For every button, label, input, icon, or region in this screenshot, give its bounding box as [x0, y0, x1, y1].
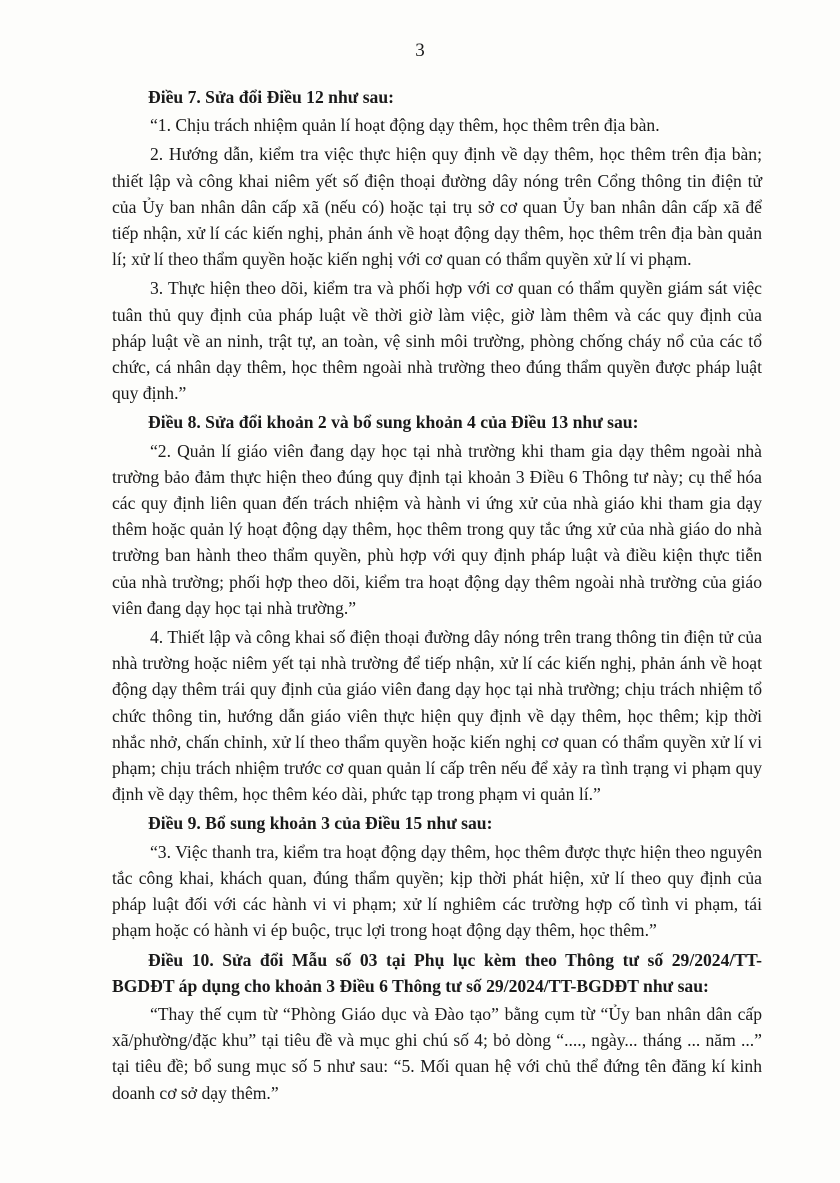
article-8-clause-2: “2. Quản lí giáo viên đang dạy học tại nhà trường khi tham gia dạy thêm ngoài nhà trường bảo đảm thực hiện theo đúng quy định tại khoản 3 Điều 6 Thông tư này; cụ thể hóa các quy định liên quan đến trách nhiệm và hành vi ứng xử của nhà giáo khi tham gia dạy thêm hoặc quản lý hoạt động dạy thêm, học thêm trong quy tắc ứng xử của nhà giáo do nhà trường ban hành theo thẩm quyền, phù hợp với quy định pháp luật và điều kiện thực tiễn của nhà trường; phối hợp theo dõi, kiểm tra hoạt động dạy thêm ngoài nhà trường của giáo viên đang dạy học tại nhà trường.” [112, 440, 762, 618]
document-body [112, 84, 762, 1109]
article-7-clause-2: 2. Hướng dẫn, kiểm tra việc thực hiện quy định về dạy thêm, học thêm trên địa bàn; thiết lập và công khai niêm yết số điện thoại đường dây nóng trên Cổng thông tin điện tử của Ủy ban nhân dân cấp xã (nếu có) hoặc tại trụ sở cơ quan Ủy ban nhân dân cấp xã để tiếp nhận, xử lí các kiến nghị, phản ánh về hoạt động dạy thêm, học thêm trên địa bàn quản lí; xử lí theo thẩm quyền hoặc kiến nghị với cơ quan có thẩm quyền xử lí vi phạm. [112, 144, 762, 270]
article-9-clause-3: “3. Việc thanh tra, kiểm tra hoạt động dạy thêm, học thêm được thực hiện theo nguyên tắc công khai, khách quan, đúng thẩm quyền; kịp thời phát hiện, xử lí theo quy định của pháp luật đối với các hành vi vi phạm; xử lí nghiêm các trường hợp cố tình vi phạm, tái phạm hoặc có hành vi ép buộc, trục lợi trong hoạt động dạy thêm, học thêm.” [112, 841, 762, 941]
page-number: 3 [415, 40, 425, 61]
article-7-heading: Điều 7. Sửa đổi Điều 12 như sau: [148, 87, 394, 107]
article-9-heading: Điều 9. Bổ sung khoản 3 của Điều 15 như sau: [148, 813, 493, 834]
article-8-clause-4: 4. Thiết lập và công khai số điện thoại đường dây nóng trên trang thông tin điện tử của nhà trường hoặc niêm yết tại nhà trường để tiếp nhận, xử lí các kiến nghị, phản ánh về hoạt động dạy thêm trái quy định của giáo viên đang dạy học tại nhà trường; chịu trách nhiệm tổ chức thông tin, hướng dẫn giáo viên thực hiện quy định về dạy thêm, học thêm; kịp thời nhắc nhở, chấn chỉnh, xử lí theo thẩm quyền hoặc kiến nghị cơ quan có thẩm quyền xử lí vi phạm; chịu trách nhiệm trước cơ quan quản lí cấp trên nếu để xảy ra tình trạng vi phạm quy định về dạy thêm, học thêm kéo dài, phức tạp trong phạm vi quản lí.” [112, 627, 762, 805]
article-10-body: “Thay thế cụm từ “Phòng Giáo dục và Đào tạo” bằng cụm từ “Ủy ban nhân dân cấp xã/phường/đặc khu” tại tiêu đề và mục ghi chú số 4; bỏ dòng “...., ngày... tháng ... năm ...” tại tiêu đề; bổ sung mục số 5 như sau: “5. Mối quan hệ với chủ thể đứng tên đăng kí kinh doanh cơ sở dạy thêm.” [112, 1003, 762, 1103]
article-7-clause-1: “1. Chịu trách nhiệm quản lí hoạt động dạy thêm, học thêm trên địa bàn. [150, 115, 660, 136]
article-10-heading: Điều 10. Sửa đổi Mẫu số 03 tại Phụ lục kèm theo Thông tư số 29/2024/TT-BGDĐT áp dụng cho khoản 3 Điều 6 Thông tư số 29/2024/TT-BGDĐT như sau: [112, 949, 762, 996]
article-7-clause-3: 3. Thực hiện theo dõi, kiểm tra và phối hợp với cơ quan có thẩm quyền giám sát việc tuân thủ quy định của pháp luật về thời giờ làm việc, giờ làm thêm và các quy định của pháp luật về an ninh, trật tự, an toàn, vệ sinh môi trường, phòng chống cháy nổ của các tổ chức, cá nhân dạy thêm, học thêm ngoài nhà trường theo đúng thẩm quyền được pháp luật quy định.” [112, 278, 762, 404]
article-8-heading: Điều 8. Sửa đổi khoản 2 và bổ sung khoản 4 của Điều 13 như sau: [148, 412, 639, 433]
